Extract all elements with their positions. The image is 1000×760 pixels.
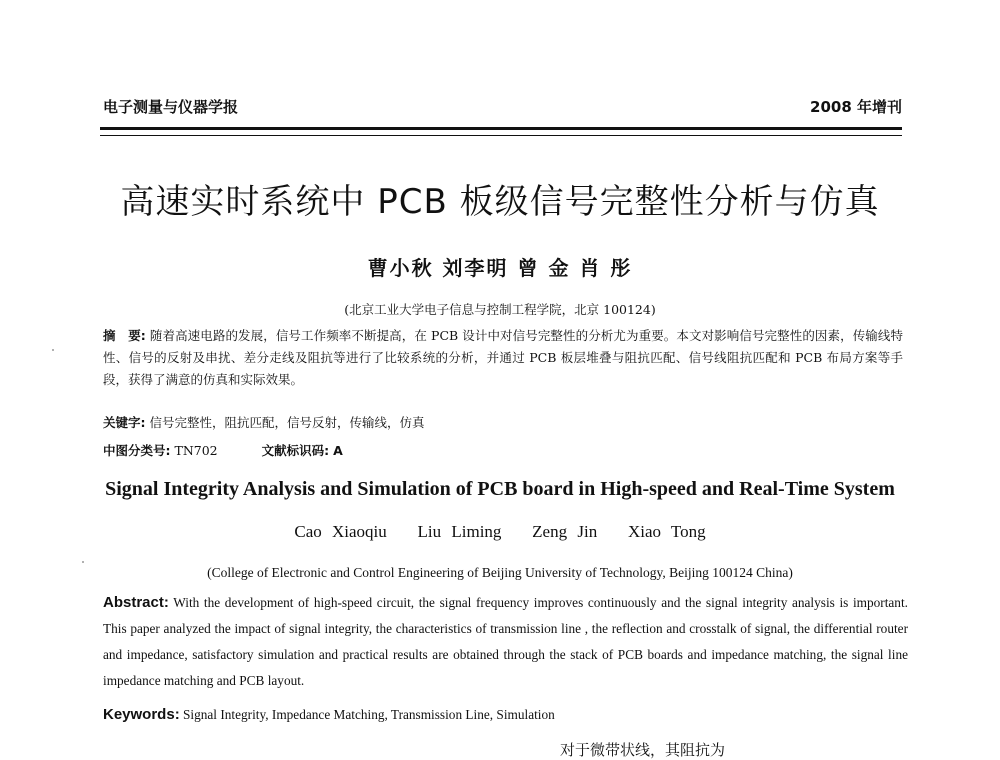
clc-label: 中图分类号: [103,443,171,458]
english-abstract [103,590,908,694]
chinese-authors: 曹小秋 刘李明 曾 金 肖 彤 [367,256,633,280]
english-keywords-label: Keywords: [103,706,180,723]
chinese-abstract-label: 摘 要: [103,328,146,343]
issue-label: 2008 年增刊 [810,98,902,116]
doc-code-value: A [333,443,343,458]
chinese-keywords-label: 关键字: [103,415,146,430]
running-header [103,96,902,122]
scan-speck [52,349,54,351]
english-authors: Cao Xiaoqiu Liu Liming Zeng Jin Xiao Tong [294,522,706,541]
body-text-start: 对于微带状线，其阻抗为 [560,741,726,759]
classification-line [103,441,903,461]
chinese-keywords [103,413,903,433]
header-rule-thin [100,135,902,136]
english-keywords [103,702,908,728]
english-abstract-label: Abstract: [103,594,169,611]
english-title: Signal Integrity Analysis and Simulation of PCB board in High-speed and Real-Time System [105,478,895,500]
english-affiliation: (College of Electronic and Control Engineering of Beijing University of Technology, Beijing 100124 China) [207,565,793,580]
chinese-keywords-text: 信号完整性，阻抗匹配，信号反射，传输线，仿真 [149,415,425,430]
chinese-abstract [103,325,903,391]
english-abstract-text: With the development of high-speed circuit, the signal frequency improves continuously and the signal integrity analysis is important. This paper analyzed the impact of signal integrity, the characteristics of transmission line , the reflection and crosstalk of signal, the differential router and impedance, satisfactory simulation and practical results are obtained through the stack of PCB boards and impedance matching, the signal line impedance matching and PCB layout. [103,595,908,688]
scan-speck [82,561,84,563]
journal-name: 电子测量与仪器学报 [103,98,239,116]
header-rule-thick [100,127,902,130]
clc-value: TN702 [174,443,218,458]
english-keywords-text: Signal Integrity, Impedance Matching, Transmission Line, Simulation [183,707,555,722]
chinese-title: 高速实时系统中 PCB 板级信号完整性分析与仿真 [120,182,880,222]
doc-code-label: 文献标识码: [261,443,330,458]
chinese-affiliation: (北京工业大学电子信息与控制工程学院，北京 100124) [344,302,656,317]
chinese-abstract-text: 随着高速电路的发展，信号工作频率不断提高，在 PCB 设计中对信号完整性的分析尤为重要。本文对影响信号完整性的因素，传输线特性、信号的反射及串扰、差分走线及阻抗等进行了比较系统的分析，并通过 PCB 板层堆叠与阻抗匹配、信号线阻抗匹配和 PCB 布局方案等手段，获得了满意的仿真和实际效果。 [103,328,903,387]
